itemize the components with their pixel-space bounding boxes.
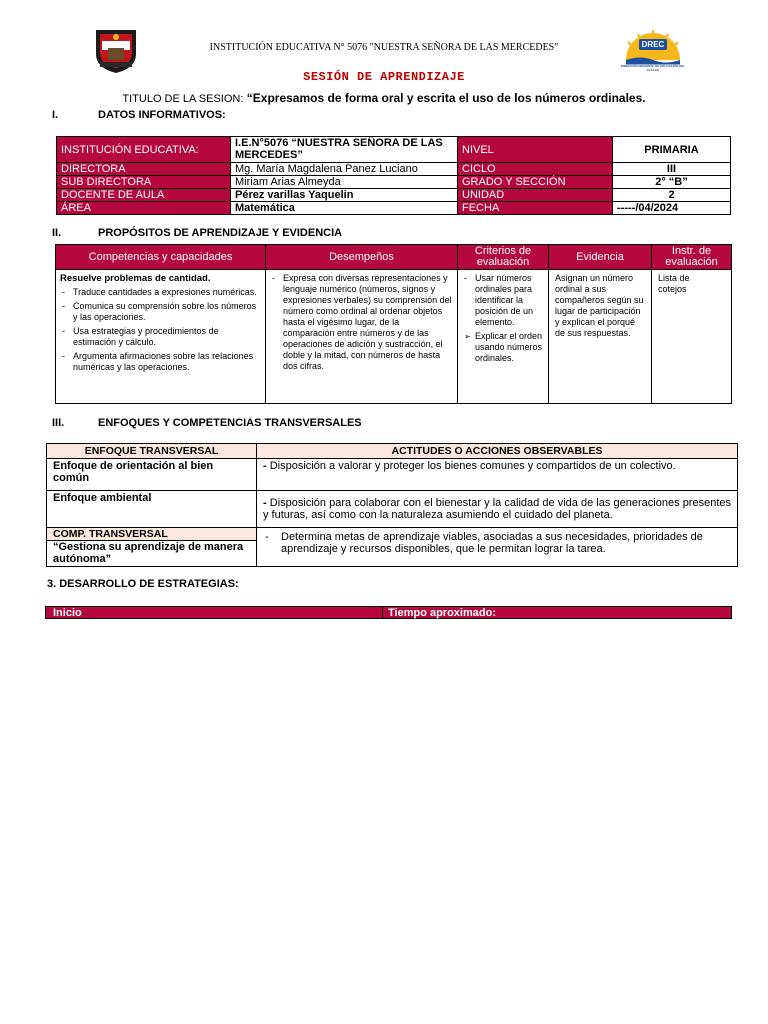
section-datos-heading: [52, 109, 452, 123]
level-label: NIVEL: [458, 137, 613, 163]
lesson-label: TITULO DE LA SESION:: [122, 93, 244, 105]
section-title: ENFOQUES Y COMPETENCIAS TRANSVERSALES: [98, 417, 362, 429]
subdirector-value: Miriam Arias Almeyda: [231, 176, 458, 189]
dash-marker: -: [265, 531, 269, 543]
section-enfoques-heading: [52, 417, 452, 431]
section-title: PROPÓSITOS DE APRENDIZAJE Y EVIDENCIA: [98, 227, 343, 239]
lesson-name: “Expresamos de forma oral y escrita el uso de los números ordinales.: [246, 91, 646, 105]
attitude-text: Disposición a valorar y proteger los bienes comunes y compartidos de un colectivo.: [269, 460, 676, 472]
header-criteria: Criterios de evaluación: [458, 245, 549, 270]
approach-common-good: Enfoque de orientación al bien común: [47, 459, 257, 491]
header-competencies: Competencias y capacidades: [56, 245, 266, 270]
competence-title: Resuelve problemas de cantidad.: [60, 273, 211, 284]
area-value: Matemática: [231, 202, 458, 215]
teacher-label: DOCENTE DE AULA: [57, 189, 231, 202]
list-item: - Traduce cantidades a expresiones numéricas.: [60, 287, 261, 298]
attitude-autonomy: [257, 528, 738, 567]
date-value: -----/04/2024: [613, 202, 731, 215]
transversal-competence-name: “Gestiona su aprendizaje de manera autónoma”: [53, 541, 244, 565]
section-propositos-heading: [52, 227, 452, 241]
list-item: ➢ Explicar el orden usando números ordinales.: [462, 331, 544, 364]
transversal-competence-label: COMP. TRANSVERSAL: [47, 528, 256, 541]
lesson-title: [0, 91, 768, 105]
header-evidence: Evidencia: [549, 245, 652, 270]
subdirector-label: SUB DIRECTORA: [57, 176, 231, 189]
dash-marker: -: [263, 460, 267, 472]
instrument-text: Lista de cotejos: [658, 273, 690, 294]
date-label: FECHA: [458, 202, 613, 215]
section-number: III.: [52, 417, 65, 429]
director-label: DIRECTORA: [57, 163, 231, 176]
header-performance: Desempeños: [266, 245, 458, 270]
header-approach: ENFOQUE TRANSVERSAL: [47, 444, 257, 459]
list-item: - Argumenta afirmaciones sobre las relaciones numéricas y las operaciones.: [60, 351, 261, 373]
section-title: DATOS INFORMATIVOS:: [98, 109, 226, 121]
approaches-table: [46, 443, 738, 567]
evidence-text: Asignan un número ordinal a sus compañeros según su lugar de participación y explican el porqué de sus respuestas.: [555, 273, 644, 338]
session-title: SESIÓN DE APRENDIZAJE: [303, 70, 465, 84]
institution-value: I.E.N°5076 “NUESTRA SEÑORA DE LAS MERCEDES”: [231, 137, 458, 163]
section-estrategias-heading: 3. DESARROLLO DE ESTRATEGIAS:: [47, 578, 239, 590]
info-table: [56, 136, 731, 215]
section-number: II.: [52, 227, 62, 239]
performance-cell: [266, 270, 458, 404]
attitude-text: Determina metas de aprendizaje viables, asociadas a sus necesidades, prioridades de aprendizaje y recursos disponibles, que le permitan lograr la tarea.: [281, 531, 703, 555]
dash-marker: -: [263, 497, 267, 509]
grade-value: 2° “B”: [613, 176, 731, 189]
performance-text: - Expresa con diversas representaciones y lenguaje numérico (números, signos y expresiones verbales) su comprensión del número como ordinal al ordenar objetos hasta el vigésimo lugar, de la comparación entre números y de las operaciones de adición y sustracción, el doble y la mitad, con números de hasta dos cifras.: [270, 273, 453, 372]
drec-logo-text: DREC: [641, 40, 665, 49]
strategy-start-bar: [45, 606, 732, 619]
institution-label: INSTITUCIÓN EDUCATIVA:: [57, 137, 231, 163]
grade-label: GRADO Y SECCIÓN: [458, 176, 613, 189]
drec-logo-caption: DIRECCIÓN REGIONAL DE EDUCACIÓN DEL CALLAO: [620, 64, 686, 72]
section-number: I.: [52, 109, 59, 121]
instrument-cell: [652, 270, 732, 404]
capacities-list: [60, 287, 261, 373]
level-value: PRIMARIA: [613, 137, 731, 163]
list-item: - Usa estrategias y procedimientos de estimación y cálculo.: [60, 326, 261, 348]
approach-environmental: Enfoque ambiental: [47, 491, 257, 528]
teacher-value: Pérez varillas Yaquelin: [231, 189, 458, 202]
criteria-cell: [458, 270, 549, 404]
cycle-value: III: [613, 163, 731, 176]
school-name: INSTITUCIÓN EDUCATIVA N° 5076 "NUESTRA SEÑORA DE LAS MERCEDES": [209, 42, 559, 53]
list-item: - Comunica su comprensión sobre los números y las operaciones.: [60, 301, 261, 323]
list-item: - Usar números ordinales para identificar la posición de un elemento.: [462, 273, 544, 328]
attitude-common-good: [257, 459, 738, 491]
director-value: Mg. María Magdalena Panez Luciano: [231, 163, 458, 176]
strategy-time-label: Tiempo aproximado:: [382, 607, 496, 619]
attitude-environmental: [257, 491, 738, 528]
competencies-cell: [56, 270, 266, 404]
attitude-text: Disposición para colaborar con el bienestar y la calidad de vida de las generaciones presentes y futuras, así como con la naturaleza asumiendo el cuidado del planeta.: [263, 497, 731, 521]
strategy-start-label: Inicio: [53, 607, 82, 619]
unit-value: 2: [613, 189, 731, 202]
transversal-competence-cell: [47, 528, 257, 567]
header-instrument: Instr. de evaluación: [652, 245, 732, 270]
cycle-label: CICLO: [458, 163, 613, 176]
evidence-cell: [549, 270, 652, 404]
area-label: ÁREA: [57, 202, 231, 215]
header-attitudes: ACTITUDES O ACCIONES OBSERVABLES: [257, 444, 738, 459]
purposes-table: [55, 244, 732, 404]
unit-label: UNIDAD: [458, 189, 613, 202]
